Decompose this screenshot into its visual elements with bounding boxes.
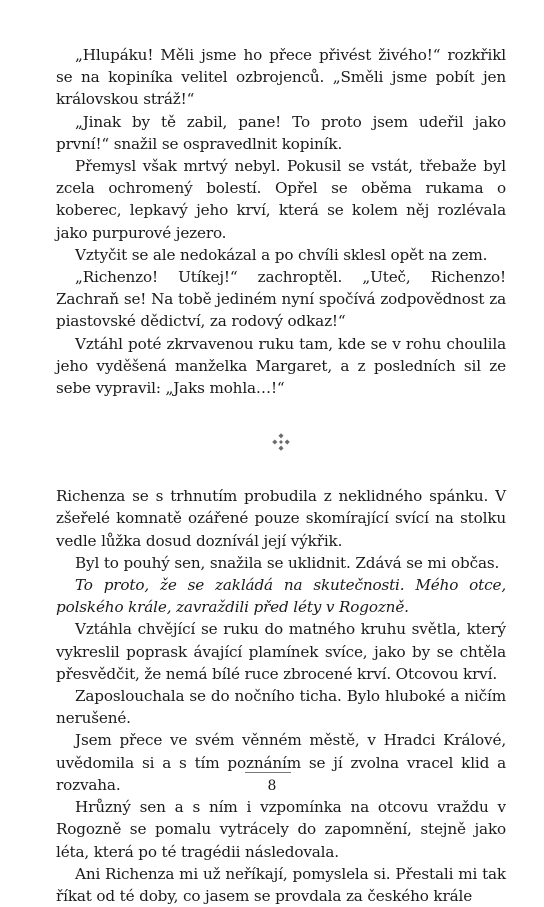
- section-ornament: [56, 417, 506, 467]
- paragraph: Jsem přece ve svém věnném městě, v Hradci Králové, uvědomila si a s tím poznáním se jí zvolna vracel klid a rozvaha.: [56, 731, 506, 794]
- paragraph-italic: To proto, že se zakládá na skutečnosti. Mého otce, polského krále, zavraždili před léty v Rogozně.: [56, 576, 506, 617]
- paragraph: Vztáhla chvějící se ruku do matného kruhu světla, který vykreslil poprask ávající plamínek svíce, jako by se chtěla přesvědčit, že nemá bílé ruce zbrocené krví. Otcovou krví.: [56, 620, 506, 683]
- footer-rule: [245, 772, 291, 773]
- diamond-dots-ornament-icon: [272, 433, 290, 451]
- paragraph: Byl to pouhý sen, snažila se uklidnit. Zdává se mi občas.: [75, 553, 500, 572]
- section-2: [56, 485, 506, 907]
- paragraph: Vztáhl poté zkrvavenou ruku tam, kde se v rohu choulila jeho vyděšená manželka Margaret, a z posledních sil ze sebe vypravil: „Jaks mohla…!“: [56, 334, 506, 398]
- page-number: 8: [267, 778, 277, 794]
- paragraph: Hrůzný sen a s ním i vzpomínka na otcovu vraždu v Rogozně se pomalu vytrácely do zapomnění, stejně jako léta, která po té tragédii následovala.: [56, 798, 506, 861]
- paragraph: Ani Richenza mi už neříkají, pomyslela si. Přestali mi tak říkat od té doby, co jasem se provdala za českého krále: [56, 864, 506, 905]
- paragraph: Přemysl však mrtvý nebyl. Pokusil se vstát, třebaže byl zcela ochromený bolestí. Opřel se oběma rukama o koberec, lepkavý jeho krví, která se kolem něj rozlévala jako purpurové jezero.: [56, 157, 506, 242]
- paragraph: „Richenzo! Utíkej!“ zachroptěl. „Uteč, Richenzo! Zachraň se! Na tobě jediném nyní spočívá zodpovědnost za piastovské dědictví, za rodový odkaz!“: [56, 268, 506, 331]
- paragraph: „Jinak by tě zabil, pane! To proto jsem udeřil jako první!“ snažil se ospravedlnit kopiník.: [56, 112, 506, 153]
- paragraph: Zaposlouchala se do nočního ticha. Bylo hluboké a ničím nerušené.: [56, 687, 506, 728]
- paragraph: „Hlupáku! Měli jsme ho přece přivést živého!“ rozkřikl se na kopiníka velitel ozbrojenců. „Směli jsme pobít jen královskou stráž!“: [56, 46, 506, 109]
- paragraph: Richenza se s trhnutím probudila z neklidného spánku. V zšeřelé komnatě ozářené pouze skomírající svící na stolku vedle lůžka dosud doznívál její výkřik.: [56, 487, 506, 550]
- section-1: [56, 44, 506, 399]
- paragraph: Vztyčit se ale nedokázal a po chvíli sklesl opět na zem.: [75, 245, 488, 264]
